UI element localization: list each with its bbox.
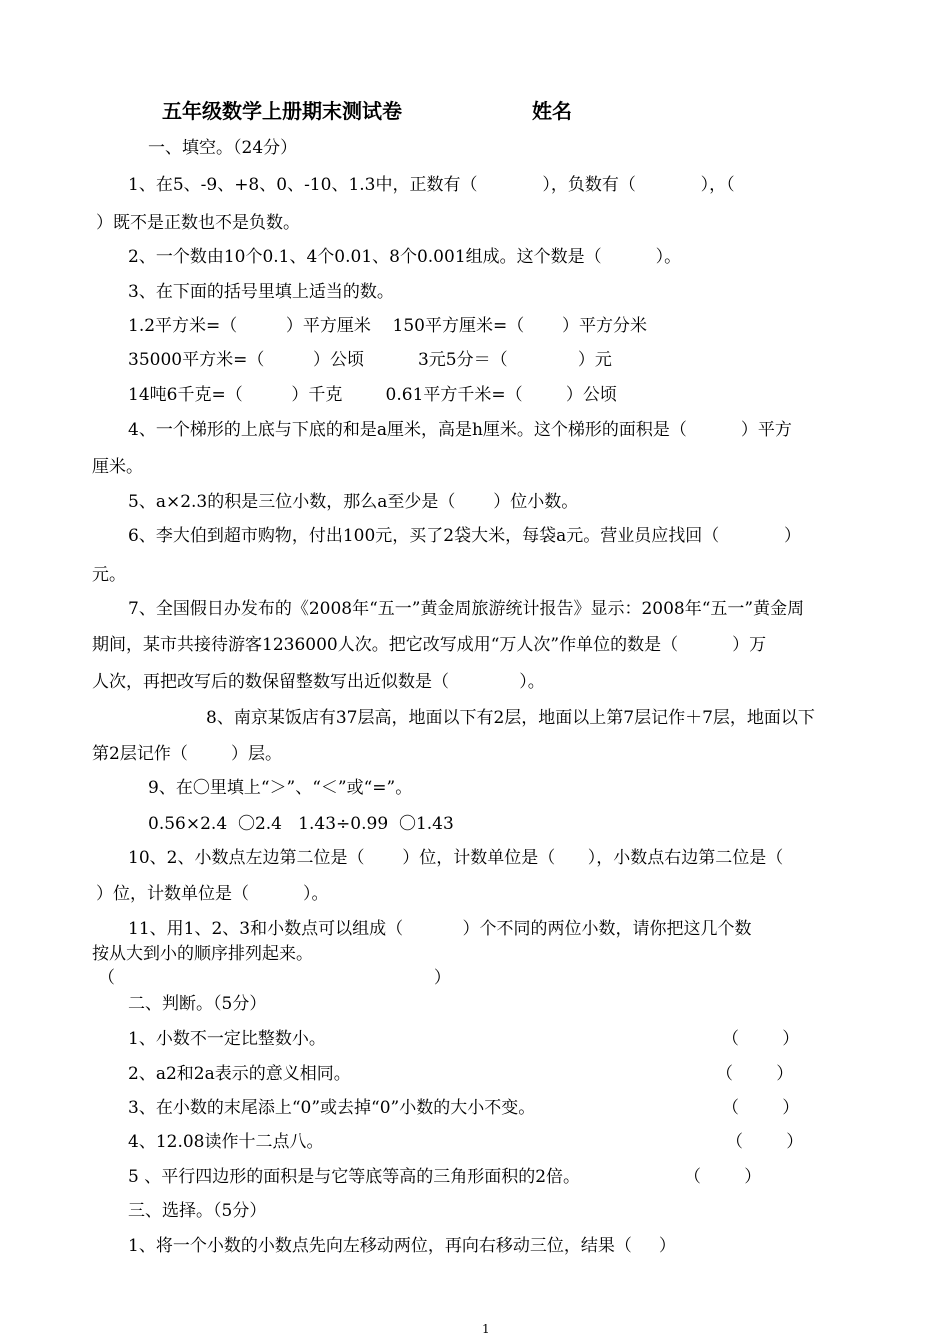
question-line: 第2层记作（ ）层。 bbox=[92, 744, 283, 764]
question-line: 按从大到小的顺序排列起来。 bbox=[92, 944, 313, 964]
question-line: 5、a×2.3的积是三位小数，那么a至少是（ ）位小数。 bbox=[128, 492, 579, 512]
question-line: 14吨6千克=（ ）千克 0.61平方千米=（ ）公顷 bbox=[128, 385, 617, 405]
question-line: （ ） bbox=[98, 968, 451, 988]
answer-paren[interactable]: （ ） bbox=[726, 1132, 804, 1152]
question-line: 1.2平方米=（ ）平方厘米 150平方厘米=（ ）平方分米 bbox=[128, 316, 648, 336]
judge-item: 1、小数不一定比整数小。 bbox=[128, 1029, 326, 1049]
question-line: 3、在下面的括号里填上适当的数。 bbox=[128, 282, 394, 302]
question-line: 0.56×2.4 〇2.4 1.43÷0.99 〇1.43 bbox=[148, 814, 454, 834]
section-heading: 一、填空。（24分） bbox=[148, 138, 298, 158]
question-line: 35000平方米=（ ）公顷 3元5分＝（ ）元 bbox=[128, 350, 612, 370]
question-line: 厘米。 bbox=[92, 457, 143, 477]
question-line: 9、在〇里填上“＞”、“＜”或“=”。 bbox=[148, 778, 413, 798]
judge-item: 2、a2和2a表示的意义相同。 bbox=[128, 1064, 351, 1084]
question-line: 6、李大伯到超市购物，付出100元，买了2袋大米，每袋a元。营业员应找回（ ） bbox=[128, 526, 802, 546]
question-line: 人次，再把改写后的数保留整数写出近似数是（ ）。 bbox=[92, 672, 545, 692]
exam-title: 五年级数学上册期末测试卷 bbox=[162, 99, 402, 123]
judge-item: 5 、平行四边形的面积是与它等底等高的三角形面积的2倍。 bbox=[128, 1167, 581, 1187]
answer-paren[interactable]: （ ） bbox=[722, 1029, 800, 1049]
question-line: 期间，某市共接待游客1236000人次。把它改写成用“万人次”作单位的数是（ ）万 bbox=[92, 635, 767, 655]
section-heading: 三、选择。（5分） bbox=[128, 1201, 267, 1221]
name-label: 姓名 bbox=[532, 99, 572, 123]
question-line: ）位，计数单位是（ ）。 bbox=[96, 884, 329, 904]
question-line: 7、全国假日办发布的《2008年“五一”黄金周旅游统计报告》显示：2008年“五一”黄金周 bbox=[128, 599, 805, 619]
answer-paren[interactable]: （ ） bbox=[722, 1098, 800, 1118]
question-line: 11、用1、2、3和小数点可以组成（ ）个不同的两位小数，请你把这几个数 bbox=[128, 919, 752, 939]
question-line: 10、2、小数点左边第二位是（ ）位，计数单位是（ ），小数点右边第二位是（ bbox=[128, 848, 784, 868]
question-line: 1、在5、-9、+8、0、-10、1.3中，正数有（ ），负数有（ ），（ bbox=[128, 175, 735, 195]
page-number: 1 bbox=[482, 1322, 490, 1336]
question-line: ）既不是正数也不是负数。 bbox=[96, 213, 300, 233]
section-heading: 二、判断。（5分） bbox=[128, 994, 267, 1014]
choice-item: 1、将一个小数的小数点先向左移动两位，再向右移动三位，结果（ ） bbox=[128, 1236, 676, 1256]
question-line: 2、一个数由10个0.1、4个0.01、8个0.001组成。这个数是（ ）。 bbox=[128, 247, 682, 267]
question-line: 元。 bbox=[92, 565, 126, 585]
answer-paren[interactable]: （ ） bbox=[684, 1167, 762, 1187]
judge-item: 3、在小数的末尾添上“0”或去掉“0”小数的大小不变。 bbox=[128, 1098, 536, 1118]
question-line: 4、一个梯形的上底与下底的和是a厘米，高是h厘米。这个梯形的面积是（ ）平方 bbox=[128, 420, 792, 440]
answer-paren[interactable]: （ ） bbox=[716, 1064, 794, 1084]
question-line: 8、南京某饭店有37层高，地面以下有2层，地面以上第7层记作＋7层，地面以下 bbox=[206, 708, 815, 728]
judge-item: 4、12.08读作十二点八。 bbox=[128, 1132, 324, 1152]
